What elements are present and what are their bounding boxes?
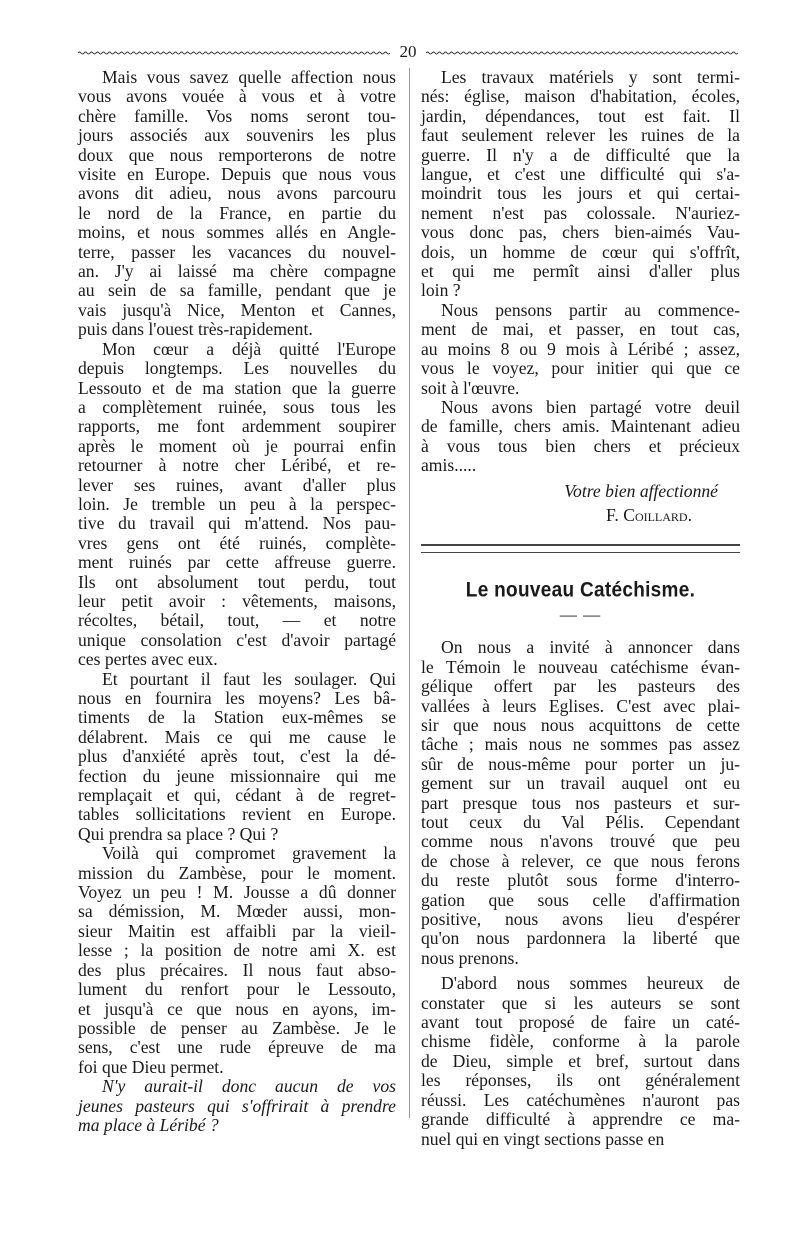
letter-closing: Votre bien affectionné (564, 480, 718, 501)
page-header (78, 44, 738, 64)
header-wavy-rule-right (426, 51, 738, 55)
paragraph (421, 974, 740, 1149)
text-line: Ils ont absolument tout perdu, tout (78, 571, 396, 592)
text-line: Nous pensons partir au commence- (441, 299, 740, 320)
text-line: tout ceux du Val Pélis. Cependant (421, 812, 740, 832)
text-line: vous donc pas, chers bien-aimés Vau- (421, 222, 740, 243)
right-column (421, 68, 740, 1149)
text-line: lument du renfort pour le Lessouto, (78, 979, 396, 1000)
text-line: récoltes, bétail, tout, — et notre (78, 610, 396, 631)
text-line: ma place à Léribé ? (78, 1114, 219, 1135)
text-line: Lessouto et de ma station que la guerre (78, 377, 396, 398)
text-line: de Dieu, simple et bref, surtout dans (421, 1050, 740, 1071)
text-line: sir que nous nous acquittons de cette (421, 714, 740, 735)
text-line: part presque tous nos pasteurs et sur- (421, 792, 740, 813)
text-line: mission du Zambèse, pour le moment. (78, 862, 396, 883)
text-line: chisme fidèle, conforme à la parole (421, 1031, 740, 1052)
text-line: jours associés aux souvenirs les plus (78, 125, 396, 146)
text-line: le Témoin le nouveau catéchisme évan- (421, 656, 740, 677)
text-line: chère famille. Vos noms seront tou- (78, 105, 396, 126)
text-line: possible de penser au Zambèse. Je le (78, 1017, 396, 1038)
text-line: délabrent. Mais ce qui me cause le (78, 726, 396, 747)
text-line: sieur Maitin est affaibli par la vieil- (78, 920, 396, 941)
text-line: leur petit avoir : vêtements, maisons, (78, 590, 396, 611)
text-line: au moins 8 ou 9 mois à Léribé ; assez, (421, 338, 740, 359)
text-line: de famille, chers amis. Maintenant adieu (421, 416, 740, 437)
paragraph (78, 670, 396, 845)
text-line: On nous a invité à annoncer dans (441, 637, 740, 658)
letter-signature: F. Coillard. (606, 504, 692, 525)
text-line: comme nous n'avons trouvé que peu (421, 831, 740, 852)
text-line: sûr de nous-même pour porter un ju- (421, 753, 740, 774)
text-line: les réponses, ils ont généralement (421, 1070, 740, 1091)
paragraph-italic-appeal (78, 1077, 396, 1135)
text-line: retourner à notre cher Léribé, et re- (78, 455, 396, 476)
text-line: tables sollicitations revient en Europe. (78, 804, 396, 825)
text-line: Les travaux matériels y sont termi- (441, 67, 740, 87)
text-line: N'y aurait-il donc aucun de vos (102, 1076, 396, 1097)
text-line: terre, passer les vacances du nouvel- (78, 241, 396, 262)
text-line: vous le voyez, pour initier qui que ce (421, 358, 740, 379)
title-rule: — — (559, 605, 602, 625)
text-line: loin. Je tremble un peu à la perspec- (78, 493, 396, 514)
paragraph (78, 340, 396, 670)
text-line: moindrit tous les jours et qui certai- (421, 183, 740, 204)
text-line: moins, et nous sommes allés en Angle- (78, 222, 396, 243)
text-line: Voyez un peu ! M. Jousse a dû donner (78, 882, 396, 903)
text-line: à vous tous bien chers et précieux (421, 435, 740, 456)
text-line: Et pourtant il faut les soulager. Qui (102, 668, 396, 689)
column-divider (409, 68, 410, 1118)
text-line: plus d'anxiété après tout, c'est la dé- (78, 746, 396, 767)
paragraph (421, 301, 740, 398)
paragraph (421, 638, 740, 968)
text-line: vais jusqu'à Nice, Menton et Cannes, (78, 299, 396, 320)
text-line: avant tout proposé de faire un caté- (421, 1012, 740, 1033)
text-line: puis dans l'ouest très-rapidement. (78, 319, 313, 340)
section-separator-rule (421, 544, 740, 553)
text-line: après le moment où je pourrai enfin (78, 435, 396, 456)
text-line: foi que Dieu permet. (78, 1056, 224, 1077)
text-line: unique consolation c'est d'avoir partagé (78, 629, 396, 650)
text-line: timents de la Station eux-mêmes se (78, 707, 396, 728)
text-line: loin ? (421, 280, 461, 301)
text-line: sens, c'est une rude épreuve de ma (78, 1037, 396, 1058)
text-line: et jusqu'à ce que nous en ayons, im- (78, 998, 396, 1019)
text-line: positive, nous avons lieu d'espérer (421, 909, 740, 930)
left-column (78, 68, 396, 1135)
text-line: depuis longtemps. Les nouvelles du (78, 358, 396, 379)
text-line: sa démission, M. Mœder aussi, mon- (78, 901, 396, 922)
text-line: jardin, dépendances, tout est fait. Il (421, 105, 740, 126)
text-line: Voilà qui compromet gravement la (102, 843, 396, 864)
text-line: gélique offert par les pasteurs des (421, 676, 740, 697)
text-line: tâche ; mais nous ne sommes pas assez (421, 734, 740, 755)
text-line: ces pertes avec eux. (78, 649, 218, 670)
text-line: qu'on nous pardonnera la liberté que (421, 928, 740, 949)
text-line: Mon cœur a déjà quitté l'Europe (102, 338, 396, 359)
text-line: Mais vous savez quelle affection nous (102, 67, 396, 87)
text-line: nement n'est pas colossale. N'auriez- (421, 202, 740, 223)
text-line: gation que sous celle d'affirmation (421, 889, 740, 910)
text-line: amis..... (421, 455, 477, 476)
text-line: jeunes pasteurs qui s'offrirait à prendre (78, 1095, 396, 1116)
text-line: tive du travail qui m'attend. Nos pau- (78, 513, 396, 534)
header-wavy-rule-left (78, 51, 390, 55)
text-line: vallées à leurs Eglises. C'est avec plai- (421, 695, 740, 716)
text-line: vres gens ont été ruinés, complète- (78, 532, 396, 553)
text-line: rapports, me font ardemment soupirer (78, 416, 396, 437)
text-line: soit à l'œuvre. (421, 377, 520, 398)
text-line: ment ruinés par cette affreuse guerre. (78, 552, 396, 573)
text-line: constater que si les auteurs se sont (421, 992, 740, 1013)
text-line: nés: église, maison d'habitation, écoles, (421, 86, 740, 107)
page-number: 20 (399, 42, 417, 61)
text-line: dois, un homme de cœur qui s'offrît, (421, 241, 740, 262)
text-line: du reste plutôt sous forme d'interro- (421, 870, 740, 891)
text-line: faut seulement relever les ruines de la (421, 125, 740, 146)
text-line: ment de mai, et passer, en tout cas, (421, 319, 740, 340)
text-line: langue, et c'est une difficulté qui s'a- (421, 164, 740, 185)
paragraph (421, 68, 740, 301)
text-line: visite en Europe. Depuis que nous vous (78, 164, 396, 185)
text-line: au sein de sa famille, pendant que je (78, 280, 396, 301)
text-line: remplaçait et qui, cédant à de regret- (78, 785, 396, 806)
text-line: des plus précaires. Il nous faut abso- (78, 959, 396, 980)
text-line: réussi. Les catéchumènes n'auront pas (421, 1089, 740, 1110)
text-line: guerre. Il n'y a de difficulté que la (421, 144, 740, 165)
text-line: lever ses ruines, avant d'aller plus (78, 474, 396, 495)
text-line: an. J'y ai laissé ma chère compagne (78, 261, 396, 282)
paragraph (78, 844, 396, 1077)
text-line: nous prenons. (421, 947, 519, 968)
text-line: de chose à relever, ce que nous ferons (421, 850, 740, 871)
text-line: grande difficulté à apprendre ce ma- (421, 1109, 740, 1130)
text-line: nuel qui en vingt sections passe en (421, 1128, 665, 1149)
text-line: Nous avons bien partagé votre deuil (441, 396, 740, 417)
article-title: Le nouveau Catéchisme. (465, 579, 696, 603)
text-line: Qui prendra sa place ? Qui ? (78, 823, 279, 844)
text-line: le nord de la France, en partie du (78, 202, 396, 223)
text-line: nous en fournira les moyens? Les bâ- (78, 688, 396, 708)
text-line: D'abord nous sommes heureux de (441, 973, 740, 994)
text-line: doux que nous remporterons de notre (78, 144, 396, 165)
text-line: et qui me permît ainsi d'aller plus (421, 261, 740, 282)
text-line: gement sur un travail auquel ont eu (421, 773, 740, 794)
paragraph (421, 398, 740, 476)
text-line: vous avons vouée à vous et à votre (78, 86, 396, 107)
text-line: lesse ; la position de notre ami X. est (78, 940, 396, 961)
text-line: fection du jeune missionnaire qui me (78, 765, 396, 786)
text-line: a complètement ruinée, sous tous les (78, 396, 396, 417)
text-line: avons dit adieu, nous avons parcouru (78, 183, 396, 204)
paragraph (78, 68, 396, 340)
